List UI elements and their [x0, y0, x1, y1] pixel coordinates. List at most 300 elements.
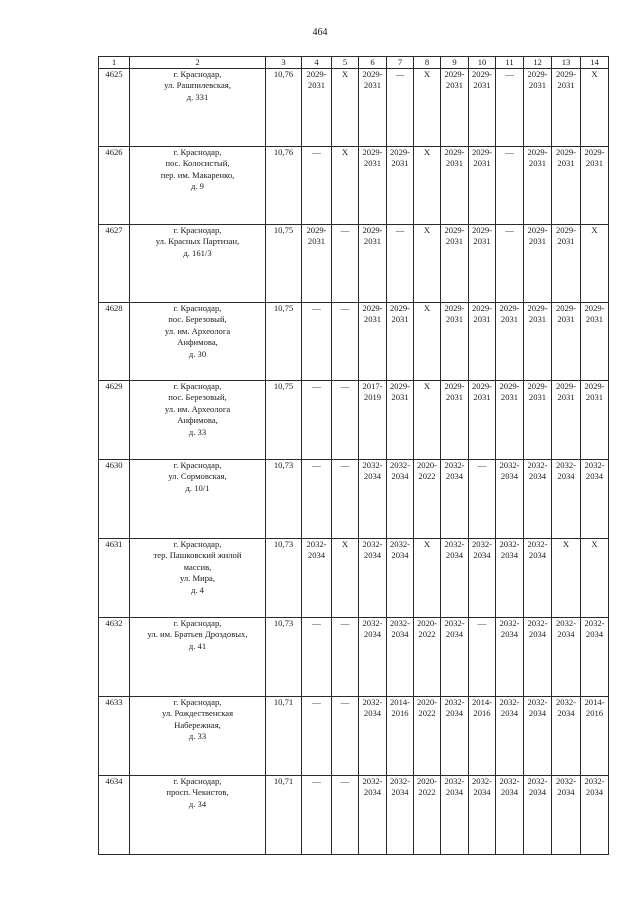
year-start: 2029-	[389, 381, 411, 391]
address-cell	[130, 303, 266, 381]
column-header: 12	[524, 57, 552, 69]
year-start: 2032-	[555, 776, 577, 786]
year-range-cell	[302, 69, 332, 147]
year-start: 2029-	[527, 225, 548, 235]
address-line: г. Краснодар,	[173, 618, 222, 628]
table-row	[99, 69, 609, 147]
year-end: 2034	[528, 708, 547, 719]
address-cell	[130, 381, 266, 460]
column-header: 14	[581, 57, 609, 69]
value-cell: 10,75	[266, 225, 302, 303]
row-number: 4634	[99, 776, 130, 855]
year-end: 2031	[528, 392, 547, 403]
address-line: г. Краснодар,	[173, 697, 222, 707]
address-cell	[130, 776, 266, 855]
address-cell	[130, 460, 266, 539]
year-start: 2029-	[362, 303, 383, 313]
year-range-cell	[387, 381, 414, 460]
year-range-cell	[441, 776, 469, 855]
year-range-cell	[552, 147, 581, 225]
year-end: 2034	[528, 629, 547, 640]
year-end: 2031	[445, 392, 464, 403]
address-cell	[130, 697, 266, 776]
row-number: 4630	[99, 460, 130, 539]
year-start: 2032-	[444, 460, 465, 470]
year-start: 2032-	[362, 697, 383, 707]
year-range-cell	[414, 697, 441, 776]
year-end: 2034	[363, 471, 382, 482]
column-header: 7	[387, 57, 414, 69]
table-row	[99, 225, 609, 303]
year-range-cell	[359, 460, 387, 539]
value-cell: 10,73	[266, 460, 302, 539]
year-range-cell	[414, 460, 441, 539]
table-row	[99, 618, 609, 697]
year-start: 2029-	[527, 147, 548, 157]
year-start: 2029-	[555, 303, 577, 313]
x-mark-cell: X	[332, 69, 359, 147]
year-end: 2031	[528, 158, 547, 169]
year-end: 2034	[473, 550, 491, 561]
x-mark-cell: X	[581, 69, 609, 147]
year-start: 2032-	[499, 539, 520, 549]
year-range-cell	[469, 69, 496, 147]
column-header: 11	[496, 57, 524, 69]
year-end: 2031	[391, 392, 409, 403]
address-line: ул. Сормовская,	[168, 471, 227, 482]
column-header: 2	[130, 57, 266, 69]
year-end: 2034	[473, 787, 491, 798]
address-line: ул. им. Археолога	[164, 325, 231, 336]
year-start: 2020-	[416, 618, 438, 628]
year-range-cell	[552, 381, 581, 460]
year-end: 2022	[418, 708, 436, 719]
year-start: 2032-	[555, 618, 577, 628]
year-range-cell	[581, 697, 609, 776]
year-range-cell	[581, 460, 609, 539]
address-line: д. 34	[188, 798, 207, 809]
year-range-cell	[359, 303, 387, 381]
year-start: 2029-	[362, 69, 383, 79]
column-header: 13	[552, 57, 581, 69]
year-end: 2034	[557, 708, 575, 719]
dash-cell: —	[387, 69, 414, 147]
year-end: 2016	[585, 708, 604, 719]
year-range-cell	[524, 147, 552, 225]
address-line: г. Краснодар,	[173, 69, 222, 79]
value-cell: 10,71	[266, 697, 302, 776]
year-range-cell	[552, 776, 581, 855]
value-cell: 10,71	[266, 776, 302, 855]
year-range-cell	[469, 776, 496, 855]
year-end: 2031	[528, 80, 547, 91]
year-range-cell	[441, 697, 469, 776]
x-mark-cell: X	[414, 69, 441, 147]
address-line: д. 33	[188, 731, 207, 742]
year-end: 2022	[418, 787, 436, 798]
column-header: 5	[332, 57, 359, 69]
year-start: 2032-	[584, 776, 605, 786]
address-line: пос. Колосистый,	[165, 158, 230, 169]
year-end: 2031	[363, 314, 382, 325]
year-range-cell	[302, 539, 332, 618]
year-end: 2019	[363, 392, 382, 403]
year-start: 2020-	[416, 460, 438, 470]
year-end: 2031	[391, 158, 409, 169]
address-line: тер. Пашковский жилой	[153, 550, 242, 561]
year-range-cell	[469, 381, 496, 460]
year-end: 2031	[363, 80, 382, 91]
housing-repair-schedule-table	[98, 56, 609, 855]
year-end: 2034	[500, 708, 519, 719]
year-end: 2034	[500, 629, 519, 640]
year-start: 2032-	[362, 618, 383, 628]
address-cell	[130, 69, 266, 147]
table-row	[99, 776, 609, 855]
year-end: 2031	[445, 314, 464, 325]
year-range-cell	[441, 460, 469, 539]
year-end: 2031	[473, 392, 491, 403]
year-end: 2031	[557, 80, 575, 91]
x-mark-cell: X	[414, 303, 441, 381]
year-end: 2031	[557, 236, 575, 247]
year-range-cell	[359, 776, 387, 855]
year-end: 2031	[557, 392, 575, 403]
table-row	[99, 539, 609, 618]
dash-cell: —	[332, 381, 359, 460]
address-line: ул. Мира,	[179, 573, 215, 584]
year-range-cell	[552, 303, 581, 381]
year-start: 2029-	[555, 147, 577, 157]
year-start: 2032-	[584, 618, 605, 628]
year-range-cell	[359, 618, 387, 697]
header-row	[99, 57, 609, 69]
year-start: 2029-	[527, 69, 548, 79]
page-number: 464	[312, 27, 328, 38]
year-end: 2031	[585, 314, 604, 325]
table-row	[99, 460, 609, 539]
year-start: 2029-	[444, 69, 465, 79]
year-start: 2032-	[389, 539, 411, 549]
year-end: 2016	[473, 708, 491, 719]
year-start: 2032-	[499, 697, 520, 707]
value-cell: 10,75	[266, 381, 302, 460]
year-end: 2031	[557, 158, 575, 169]
x-mark-cell: X	[414, 381, 441, 460]
address-line: д. 161/3	[183, 247, 212, 258]
year-start: 2029-	[584, 147, 605, 157]
year-range-cell	[524, 225, 552, 303]
year-end: 2034	[391, 787, 409, 798]
x-mark-cell: X	[414, 539, 441, 618]
year-end: 2034	[528, 787, 547, 798]
address-line: г. Краснодар,	[173, 303, 222, 313]
year-range-cell	[496, 697, 524, 776]
year-range-cell	[414, 618, 441, 697]
year-start: 2014-	[471, 697, 493, 707]
year-end: 2034	[500, 787, 519, 798]
year-start: 2029-	[584, 303, 605, 313]
year-start: 2032-	[444, 776, 465, 786]
year-end: 2034	[363, 708, 382, 719]
value-cell: 10,75	[266, 303, 302, 381]
year-range-cell	[359, 381, 387, 460]
address-line: Набережная,	[174, 719, 221, 730]
year-range-cell	[359, 147, 387, 225]
dash-cell: —	[302, 147, 332, 225]
year-range-cell	[387, 460, 414, 539]
dash-cell: —	[332, 776, 359, 855]
year-start: 2029-	[444, 303, 465, 313]
dash-cell: —	[302, 303, 332, 381]
year-start: 2029-	[499, 381, 520, 391]
year-start: 2029-	[555, 69, 577, 79]
year-start: 2032-	[499, 618, 520, 628]
year-end: 2031	[585, 392, 604, 403]
row-number: 4629	[99, 381, 130, 460]
year-end: 2034	[500, 471, 519, 482]
year-start: 2029-	[471, 69, 493, 79]
dash-cell: —	[302, 618, 332, 697]
year-range-cell	[524, 303, 552, 381]
year-range-cell	[496, 381, 524, 460]
dash-cell: —	[302, 697, 332, 776]
year-range-cell	[441, 539, 469, 618]
year-range-cell	[496, 618, 524, 697]
dash-cell: —	[469, 618, 496, 697]
year-range-cell	[359, 69, 387, 147]
row-number: 4628	[99, 303, 130, 381]
address-line: ул. им. Братьев Дроздовых,	[147, 629, 248, 640]
dash-cell: —	[332, 618, 359, 697]
value-cell: 10,73	[266, 539, 302, 618]
year-range-cell	[524, 618, 552, 697]
year-start: 2029-	[306, 69, 327, 79]
year-range-cell	[387, 539, 414, 618]
year-start: 2032-	[555, 460, 577, 470]
year-range-cell	[524, 539, 552, 618]
address-line: г. Краснодар,	[173, 381, 222, 391]
year-range-cell	[387, 303, 414, 381]
year-start: 2029-	[527, 303, 548, 313]
address-line: г. Краснодар,	[173, 776, 222, 786]
year-range-cell	[524, 381, 552, 460]
year-end: 2022	[418, 471, 436, 482]
dash-cell: —	[332, 225, 359, 303]
dash-cell: —	[469, 460, 496, 539]
year-start: 2032-	[527, 539, 548, 549]
row-number: 4627	[99, 225, 130, 303]
year-start: 2029-	[362, 225, 383, 235]
row-number: 4633	[99, 697, 130, 776]
x-mark-cell: X	[414, 147, 441, 225]
year-start: 2029-	[555, 225, 577, 235]
address-line: Анфимова,	[177, 415, 218, 426]
column-header: 4	[302, 57, 332, 69]
year-end: 2031	[500, 314, 519, 325]
year-start: 2029-	[471, 381, 493, 391]
address-line: д. 33	[188, 426, 207, 437]
year-range-cell	[359, 697, 387, 776]
year-start: 2032-	[527, 618, 548, 628]
year-end: 2031	[557, 314, 575, 325]
year-range-cell	[581, 147, 609, 225]
column-header: 1	[99, 57, 130, 69]
year-end: 2034	[445, 708, 464, 719]
year-end: 2034	[445, 471, 464, 482]
address-line: массив,	[183, 561, 212, 572]
year-range-cell	[441, 69, 469, 147]
address-line: д. 10/1	[185, 482, 210, 493]
address-line: д. 9	[191, 181, 204, 192]
address-cell	[130, 618, 266, 697]
dash-cell: —	[496, 147, 524, 225]
value-cell: 10,76	[266, 69, 302, 147]
year-end: 2034	[391, 550, 409, 561]
year-start: 2032-	[444, 539, 465, 549]
year-range-cell	[359, 539, 387, 618]
year-range-cell	[552, 225, 581, 303]
year-end: 2031	[473, 236, 491, 247]
year-start: 2032-	[389, 618, 411, 628]
x-mark-cell: X	[581, 539, 609, 618]
year-range-cell	[552, 697, 581, 776]
value-cell: 10,76	[266, 147, 302, 225]
year-range-cell	[581, 776, 609, 855]
address-line: ул. Рождественская	[161, 708, 234, 719]
address-line: г. Краснодар,	[173, 225, 222, 235]
year-range-cell	[469, 303, 496, 381]
year-end: 2034	[557, 471, 575, 482]
year-range-cell	[524, 697, 552, 776]
address-line: д. 41	[188, 640, 207, 651]
dash-cell: —	[332, 303, 359, 381]
year-start: 2032-	[362, 776, 383, 786]
year-end: 2034	[363, 629, 382, 640]
year-range-cell	[387, 776, 414, 855]
row-number: 4632	[99, 618, 130, 697]
year-end: 2031	[528, 236, 547, 247]
year-end: 2031	[500, 392, 519, 403]
year-range-cell	[496, 776, 524, 855]
year-start: 2017-	[362, 381, 383, 391]
dash-cell: —	[387, 225, 414, 303]
address-line: д. 331	[186, 91, 209, 102]
address-cell	[130, 539, 266, 618]
address-cell	[130, 225, 266, 303]
address-line: г. Краснодар,	[173, 460, 222, 470]
year-end: 2016	[391, 708, 409, 719]
year-range-cell	[524, 69, 552, 147]
year-range-cell	[581, 381, 609, 460]
year-start: 2029-	[527, 381, 548, 391]
year-range-cell	[441, 303, 469, 381]
year-start: 2032-	[527, 460, 548, 470]
year-range-cell	[552, 460, 581, 539]
year-range-cell	[441, 147, 469, 225]
dash-cell: —	[302, 460, 332, 539]
year-start: 2032-	[306, 539, 327, 549]
year-range-cell	[552, 618, 581, 697]
address-line: пос. Березовый,	[168, 314, 227, 325]
address-line: ул. Рашпилевская,	[164, 80, 231, 91]
year-end: 2034	[585, 629, 604, 640]
year-end: 2034	[445, 550, 464, 561]
x-mark-cell: X	[332, 539, 359, 618]
column-header: 8	[414, 57, 441, 69]
year-end: 2034	[391, 629, 409, 640]
year-range-cell	[469, 539, 496, 618]
year-start: 2014-	[584, 697, 605, 707]
year-start: 2029-	[555, 381, 577, 391]
table-row	[99, 303, 609, 381]
year-start: 2032-	[499, 460, 520, 470]
year-start: 2029-	[471, 303, 493, 313]
year-start: 2032-	[389, 460, 411, 470]
dash-cell: —	[302, 381, 332, 460]
year-start: 2020-	[416, 697, 438, 707]
table-row	[99, 381, 609, 460]
year-end: 2034	[445, 787, 464, 798]
year-end: 2031	[363, 158, 382, 169]
year-start: 2032-	[527, 697, 548, 707]
year-end: 2034	[307, 550, 326, 561]
year-start: 2029-	[389, 147, 411, 157]
year-start: 2032-	[584, 460, 605, 470]
year-end: 2034	[557, 629, 575, 640]
year-start: 2029-	[471, 225, 493, 235]
year-start: 2014-	[389, 697, 411, 707]
row-number: 4625	[99, 69, 130, 147]
year-range-cell	[496, 460, 524, 539]
column-header: 9	[441, 57, 469, 69]
address-line: г. Краснодар,	[173, 539, 222, 549]
year-end: 2031	[473, 158, 491, 169]
dash-cell: —	[302, 776, 332, 855]
year-range-cell	[441, 618, 469, 697]
address-line: Анфимова,	[177, 337, 218, 348]
year-end: 2034	[445, 629, 464, 640]
year-start: 2032-	[362, 460, 383, 470]
year-start: 2032-	[471, 539, 493, 549]
year-start: 2029-	[362, 147, 383, 157]
address-line: д. 30	[188, 348, 207, 359]
year-range-cell	[414, 776, 441, 855]
year-range-cell	[524, 460, 552, 539]
year-end: 2031	[307, 80, 326, 91]
address-line: просп. Чекистов,	[166, 787, 229, 798]
year-end: 2022	[418, 629, 436, 640]
year-start: 2029-	[306, 225, 327, 235]
year-start: 2032-	[527, 776, 548, 786]
year-end: 2034	[528, 471, 547, 482]
year-range-cell	[552, 69, 581, 147]
year-start: 2029-	[499, 303, 520, 313]
dash-cell: —	[332, 697, 359, 776]
x-mark-cell: X	[581, 225, 609, 303]
year-start: 2029-	[444, 225, 465, 235]
year-start: 2029-	[471, 147, 493, 157]
year-range-cell	[387, 618, 414, 697]
column-header: 10	[469, 57, 496, 69]
address-line: пос. Березовый,	[168, 392, 227, 403]
year-range-cell	[441, 225, 469, 303]
year-end: 2031	[528, 314, 547, 325]
year-range-cell	[469, 225, 496, 303]
x-mark-cell: X	[414, 225, 441, 303]
year-end: 2031	[473, 314, 491, 325]
table-row	[99, 147, 609, 225]
